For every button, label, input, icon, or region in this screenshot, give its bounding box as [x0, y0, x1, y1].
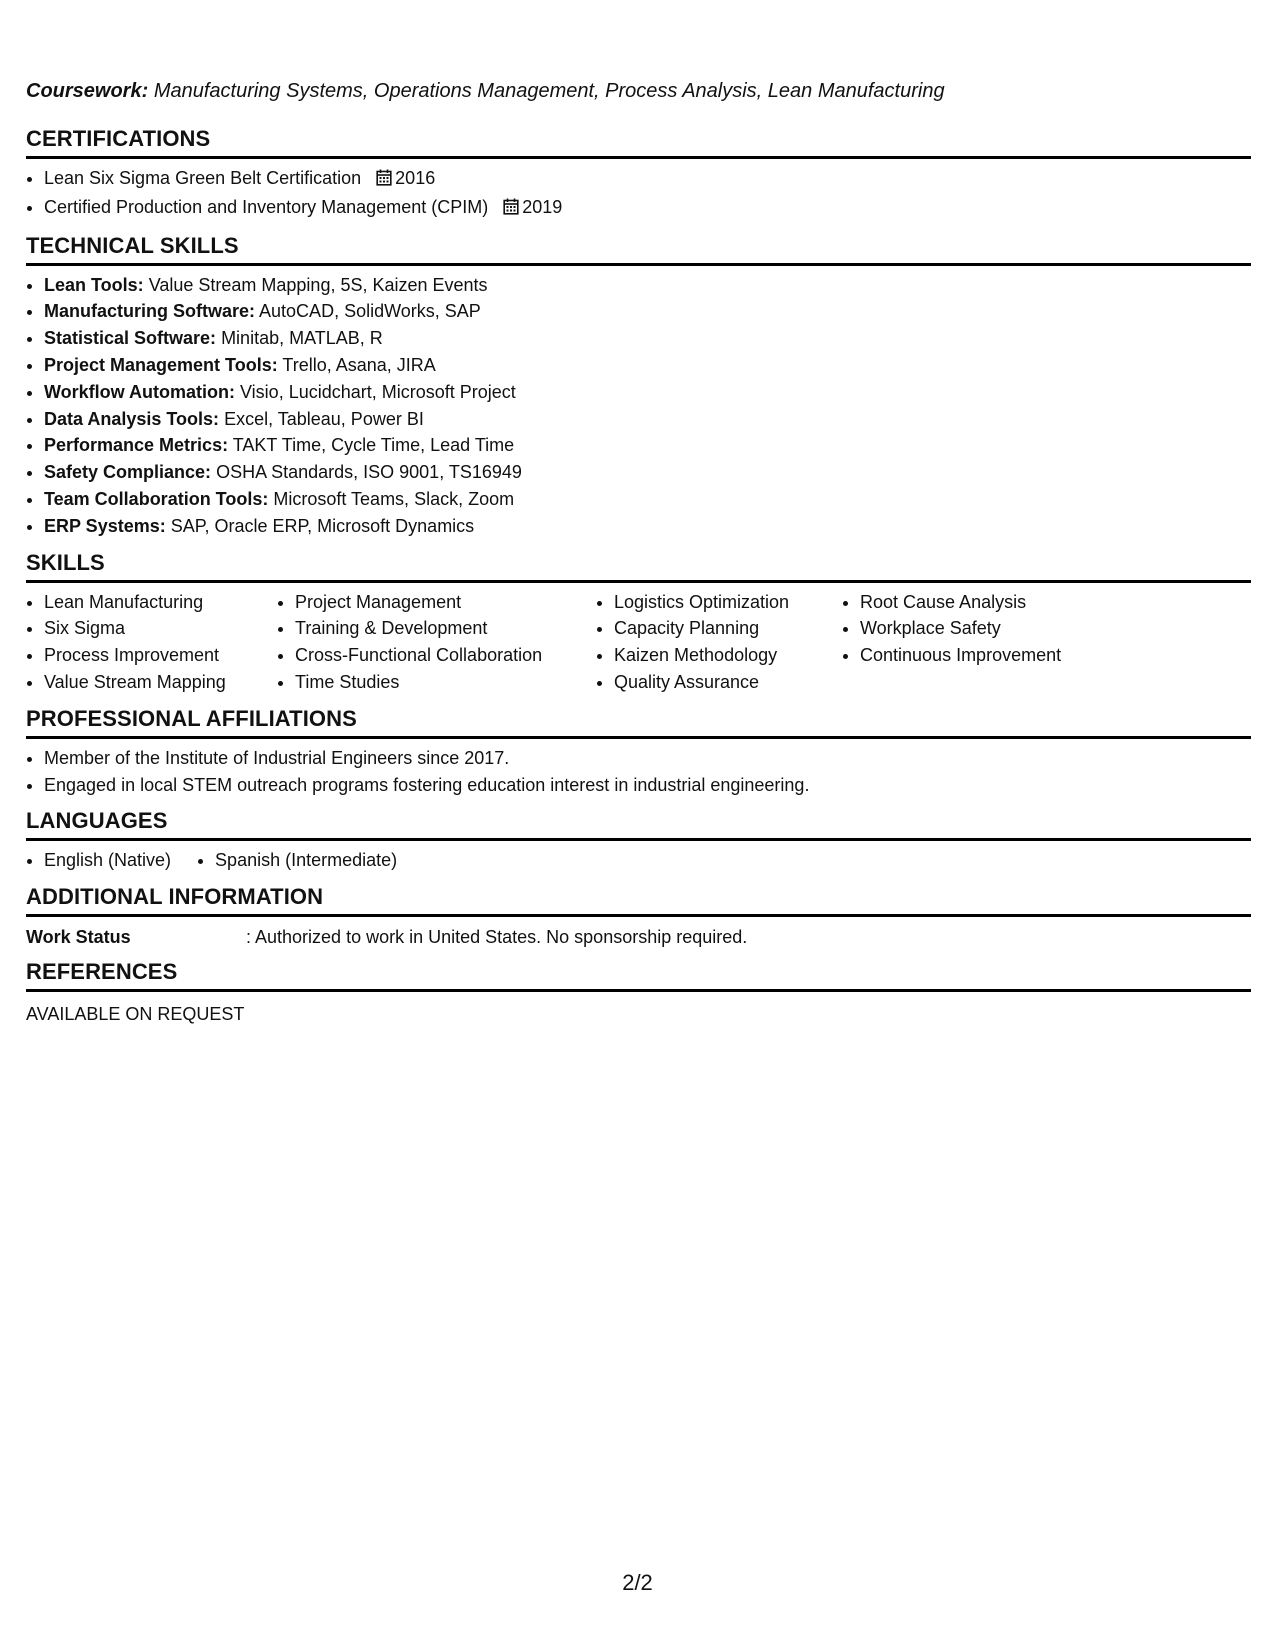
- technical-skill-value: Value Stream Mapping, 5S, Kaizen Events: [148, 274, 488, 295]
- skill-item: • Lean Manufacturing: [44, 589, 261, 616]
- technical-skill-label: Performance Metrics:: [44, 435, 229, 456]
- references-text: AVAILABLE ON REQUEST: [26, 1004, 245, 1025]
- language-item: • Spanish (Intermediate): [215, 847, 397, 874]
- additional-info-title: ADDITIONAL INFORMATION: [26, 884, 1251, 917]
- calendar-icon: [503, 196, 519, 223]
- certification-year: 2016: [395, 168, 436, 188]
- technical-skill-item: [44, 379, 1251, 406]
- certification-name: Certified Production and Inventory Management (CPIM): [44, 196, 489, 217]
- technical-skill-value: Trello, Asana, JIRA: [282, 354, 436, 375]
- additional-info-section: [26, 884, 1251, 949]
- technical-skill-label: Lean Tools:: [44, 274, 144, 295]
- technical-skill-label: Project Management Tools:: [44, 354, 278, 375]
- skills-column: [26, 589, 261, 696]
- skill-item: • Capacity Planning: [614, 615, 826, 642]
- technical-skill-value: Excel, Tableau, Power BI: [224, 408, 424, 429]
- coursework-label: Coursework:: [26, 80, 149, 102]
- languages-list: [26, 847, 1251, 874]
- certifications-title: CERTIFICATIONS: [26, 126, 1251, 159]
- affiliations-section: [26, 706, 1251, 799]
- affiliation-item: • Member of the Institute of Industrial Engineers since 2017.: [44, 745, 1251, 772]
- languages-section: [26, 808, 1251, 874]
- technical-skills-section: [26, 233, 1251, 540]
- technical-skill-value: Minitab, MATLAB, R: [221, 328, 383, 349]
- certification-year: 2019: [522, 196, 563, 217]
- skills-grid: [26, 589, 1251, 696]
- work-status-label: Work Status: [26, 927, 131, 948]
- calendar-icon: [376, 167, 392, 194]
- skill-item: • Process Improvement: [44, 642, 261, 669]
- skill-item: • Quality Assurance: [614, 669, 826, 696]
- technical-skill-value: TAKT Time, Cycle Time, Lead Time: [232, 435, 515, 456]
- languages-title: LANGUAGES: [26, 808, 1251, 841]
- skill-item: • Continuous Improvement: [860, 642, 1110, 669]
- skill-item: • Time Studies: [295, 669, 580, 696]
- affiliations-title: PROFESSIONAL AFFILIATIONS: [26, 706, 1251, 739]
- affiliation-item: • Engaged in local STEM outreach programs fostering education interest in industrial engineering.: [44, 772, 1251, 799]
- technical-skill-item: [44, 486, 1251, 513]
- technical-skill-value: Microsoft Teams, Slack, Zoom: [273, 488, 515, 509]
- technical-skill-value: OSHA Standards, ISO 9001, TS16949: [216, 462, 522, 483]
- certification-item: [44, 165, 1251, 194]
- certification-item: [44, 194, 1251, 223]
- skill-item: • Cross-Functional Collaboration: [295, 642, 580, 669]
- work-status-value: : Authorized to work in United States. No sponsorship required.: [246, 927, 748, 948]
- technical-skill-item: [44, 298, 1251, 325]
- skills-column: [842, 589, 1110, 696]
- skill-item: • Workplace Safety: [860, 615, 1110, 642]
- skills-column: [596, 589, 826, 696]
- certification-name: Lean Six Sigma Green Belt Certification: [44, 168, 362, 188]
- technical-skill-item: [44, 432, 1251, 459]
- references-section: [26, 959, 1251, 1026]
- technical-skill-item: [44, 513, 1251, 540]
- skill-item: • Six Sigma: [44, 615, 261, 642]
- technical-skill-label: Workflow Automation:: [44, 381, 235, 402]
- technical-skills-title: TECHNICAL SKILLS: [26, 233, 1251, 266]
- coursework-line: [26, 78, 1251, 104]
- skill-item: • Value Stream Mapping: [44, 669, 261, 696]
- skills-column: [277, 589, 580, 696]
- technical-skill-item: [44, 272, 1251, 299]
- technical-skill-value: SAP, Oracle ERP, Microsoft Dynamics: [170, 515, 475, 536]
- language-item: • English (Native): [44, 847, 171, 874]
- technical-skill-item: [44, 325, 1251, 352]
- technical-skill-label: ERP Systems:: [44, 515, 166, 536]
- certifications-list: [26, 165, 1251, 223]
- resume-page: [26, 78, 1251, 1036]
- technical-skill-label: Safety Compliance:: [44, 462, 212, 483]
- page-number: 2/2: [622, 1570, 653, 1595]
- skills-title: SKILLS: [26, 550, 1251, 583]
- technical-skill-item: [44, 406, 1251, 433]
- skill-item: • Project Management: [295, 589, 580, 616]
- work-status-row: [26, 925, 1251, 949]
- affiliations-list: [26, 745, 1251, 799]
- technical-skill-value: AutoCAD, SolidWorks, SAP: [259, 301, 481, 322]
- references-title: REFERENCES: [26, 959, 1251, 992]
- coursework-text: Manufacturing Systems, Operations Management, Process Analysis, Lean Manufacturing: [153, 80, 945, 102]
- technical-skill-item: [44, 459, 1251, 486]
- technical-skill-item: [44, 352, 1251, 379]
- technical-skill-label: Manufacturing Software:: [44, 301, 256, 322]
- skill-item: • Kaizen Methodology: [614, 642, 826, 669]
- skill-item: • Root Cause Analysis: [860, 589, 1110, 616]
- technical-skills-list: [26, 272, 1251, 540]
- skills-section: [26, 550, 1251, 696]
- skill-item: • Logistics Optimization: [614, 589, 826, 616]
- technical-skill-label: Team Collaboration Tools:: [44, 488, 269, 509]
- technical-skill-label: Data Analysis Tools:: [44, 408, 220, 429]
- skill-item: • Training & Development: [295, 615, 580, 642]
- technical-skill-label: Statistical Software:: [44, 328, 217, 349]
- certifications-section: [26, 126, 1251, 223]
- technical-skill-value: Visio, Lucidchart, Microsoft Project: [240, 381, 516, 402]
